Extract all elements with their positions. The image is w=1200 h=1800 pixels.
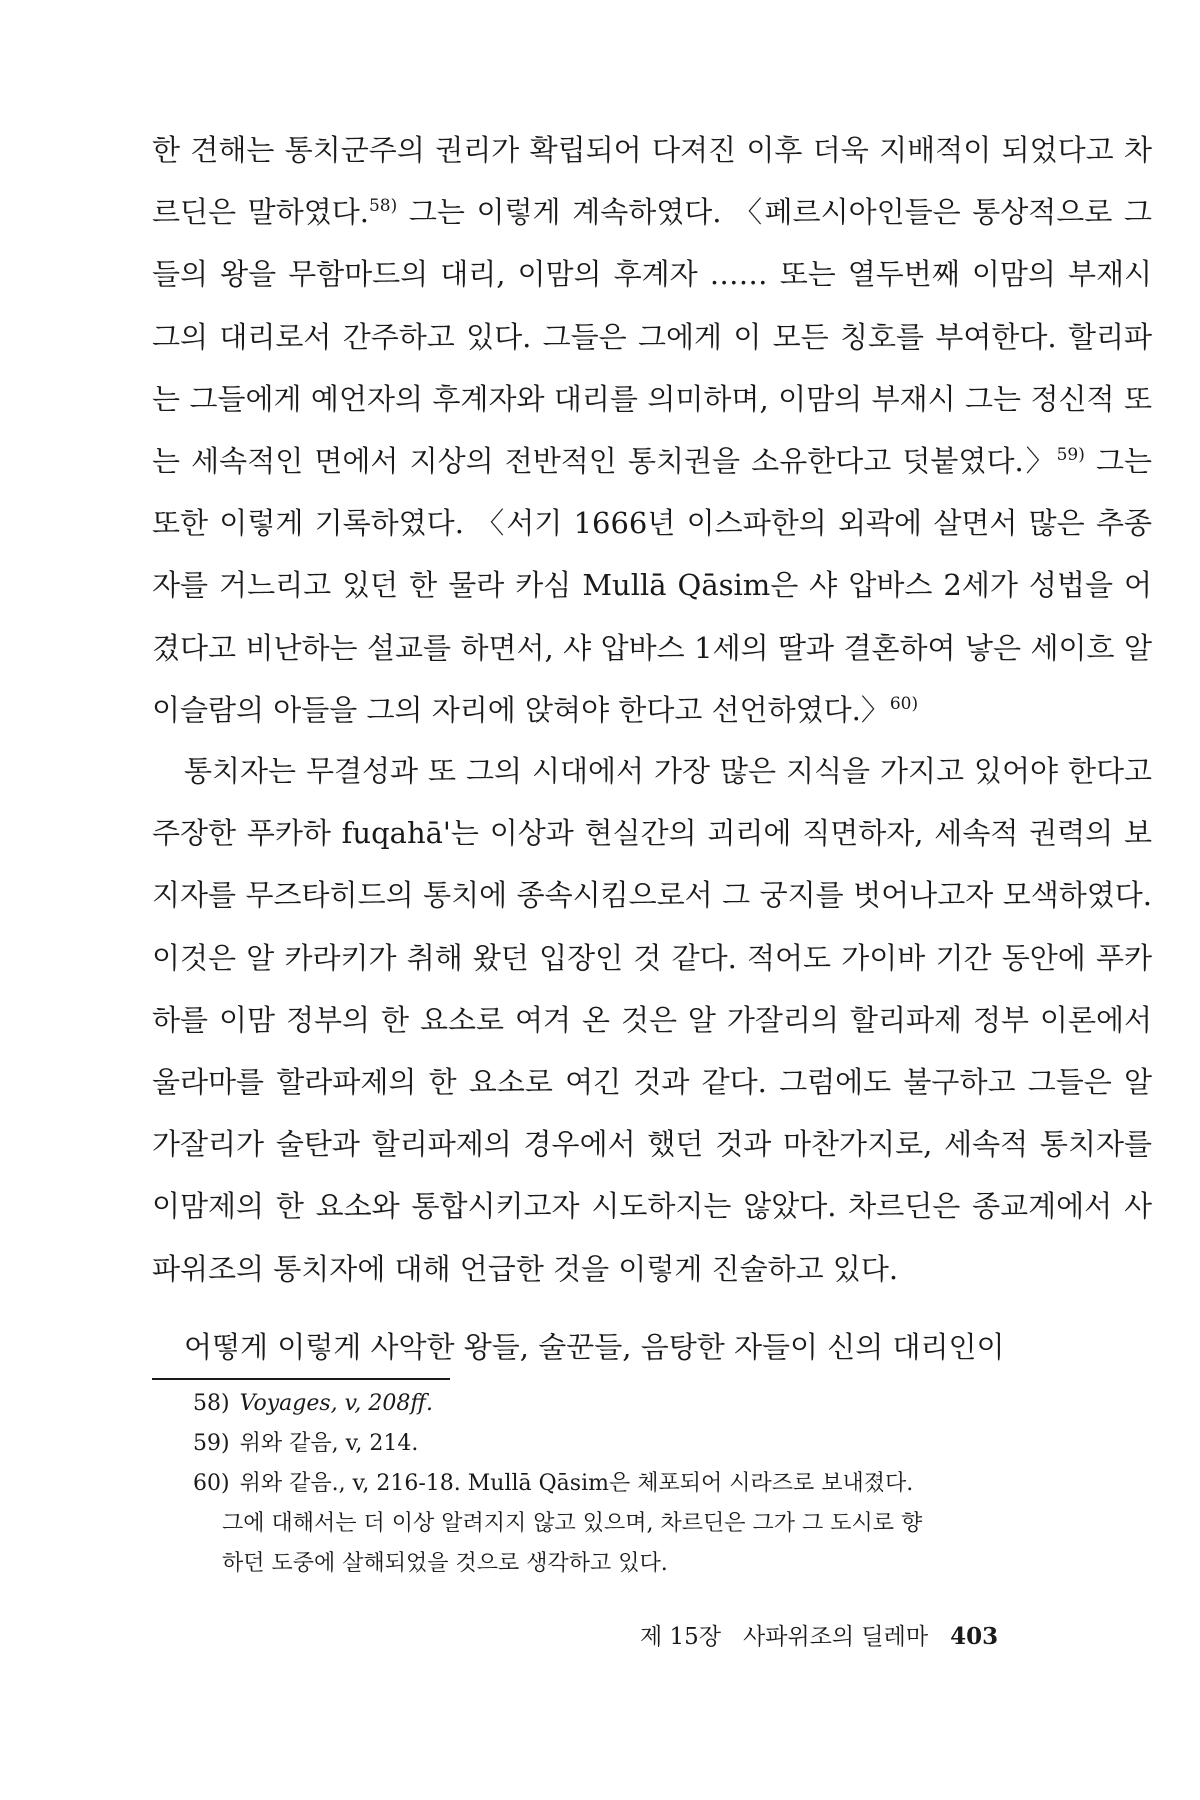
paragraph-text: 한 견해는 통치군주의 권리가 확립되어 다져진 이후 더욱 지배적이 되었다고 차르딘은 말하였다.	[152, 133, 1152, 230]
footnote-number: 60)	[193, 1471, 230, 1496]
footnote-60-continued: 그에 대해서는 더 이상 알려지지 않고 있으며, 차르딘은 그가 그 도시로 향	[222, 1511, 923, 1536]
body-paragraph-3: 어떻게 이렇게 사악한 왕들, 술꾼들, 음탕한 자들이 신의 대리인이	[184, 1330, 1005, 1364]
footnote-ref-59: 59)	[1056, 445, 1085, 466]
footnote-60-continued: 하던 도중에 살해되었을 것으로 생각하고 있다.	[222, 1551, 668, 1576]
footnote-text: 위와 같음., v, 216-18. Mullā Qāsim은 체포되어 시라즈로 보내졌다.	[239, 1471, 914, 1496]
footnote-60	[193, 1464, 1113, 1504]
footnote-ref-58: 58)	[368, 196, 398, 217]
footnote-text: Voyages, v, 208ff.	[239, 1391, 433, 1416]
footnote-58	[193, 1384, 433, 1424]
page-footer	[640, 1617, 1040, 1657]
footnote-59	[193, 1424, 418, 1464]
page-number: 403	[950, 1623, 999, 1650]
body-paragraph-2: 통치자는 무결성과 또 그의 시대에서 가장 많은 지식을 가지고 있어야 한다고 주장한 푸카하 fuqahā'는 이상과 현실간의 괴리에 직면하자, 세속적 권력의 보지자를 무즈타히드의 통치에 종속시킴으로서 그 궁지를 벗어나고자 모색하였다. 이것은 알 카라키가 취해 왔던 입장인 것 같다. 적어도 가이바 기간 동안에 푸카하를 이맘 정부의 한 요소로 여겨 온 것은 알 가잘리의 할리파제 정부 이론에서 울라마를 할라파제의 한 요소로 여긴 것과 같다. 그럼에도 불구하고 그들은 알 가잘리가 술탄과 할리파제의 경우에서 했던 것과 마찬가지로, 세속적 통치자를 이맘제의 한 요소와 통합시키고자 시도하지는 않았다. 차르딘은 종교계에서 사파위조의 통치자에 대해 언급한 것을 이렇게 진술하고 있다.	[152, 754, 1152, 1286]
footnote-ref-60: 60)	[889, 693, 919, 714]
paragraph-text: 그는 이렇게 계속하였다. 〈페르시아인들은 통상적으로 그들의 왕을 무함마드의 대리, 이맘의 후계자 …… 또는 열두번째 이맘의 부재시 그의 대리로서 간주하고 있다. 그들은 그에게 이 모든 칭호를 부여한다. 할리파는 그들에게 예언자의 후계자와 대리를 의미하며, 이맘의 부재시 그는 정신적 또는 세속적인 면에서 지상의 전반적인 통치권을 소유한다고 덧붙였다.〉	[152, 195, 1152, 479]
footnote-text: 위와 같음, v, 214.	[239, 1431, 419, 1456]
chapter-title: 사파위조의 딜레마	[743, 1624, 929, 1650]
footnote-separator	[152, 1378, 450, 1380]
footnote-number: 58)	[193, 1391, 230, 1416]
footnote-number: 59)	[193, 1431, 230, 1456]
chapter-label: 제 15장	[640, 1624, 722, 1650]
paragraph-text: 그는 또한 이렇게 기록하였다. 〈서기 1666년 이스파한의 외곽에 살면서 많은 추종자를 거느리고 있던 한 물라 카심 Mullā Qāsim은 샤 압바스 2세가 성법을 어겼다고 비난하는 설교를 하면서, 샤 압바스 1세의 딸과 결혼하여 낳은 세이흐 알 이슬람의 아들을 그의 자리에 앉혀야 한다고 선언하였다.〉	[152, 444, 1153, 727]
body-paragraph-1	[152, 119, 1152, 741]
